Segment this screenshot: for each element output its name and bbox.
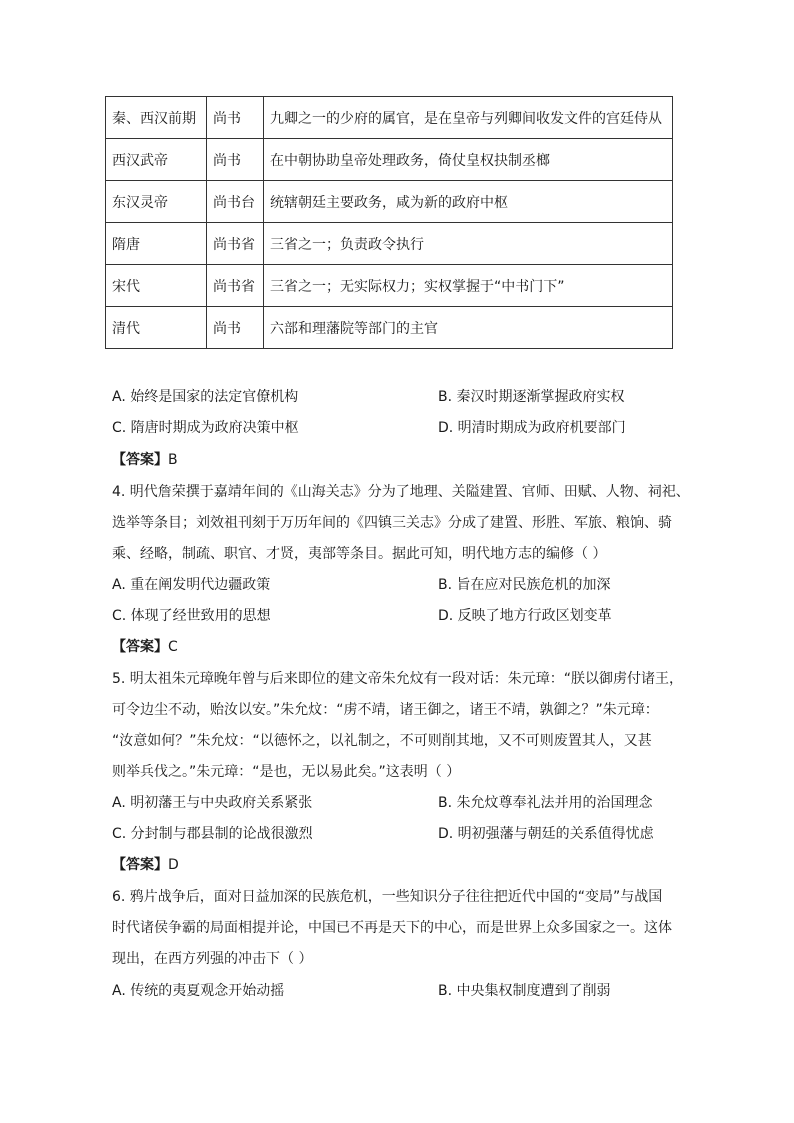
table-cell-office: 尚书台 [207,181,264,223]
q4-option-c: C. 体现了经世致用的思想 [112,608,271,624]
table-row [106,265,673,307]
q5-stem-line: 5. 明太祖朱元璋晚年曾与后来即位的建文帝朱允炆有一段对话：朱元璋：“朕以御虏付诸王， [112,671,684,687]
q4-answer [112,637,178,657]
q4-option-b: B. 旨在应对民族危机的加深 [438,577,611,593]
q6-stem-line: 6. 鸦片战争后，面对日益加深的民族危机，一些知识分子往往把近代中国的“变局”与战国 [112,889,663,905]
q5-option-d: D. 明初强藩与朝廷的关系值得忧虑 [438,826,654,842]
table-cell-role: 六部和理藩院等部门的主官 [264,307,673,349]
q4-option-a: A. 重在阐发明代边疆政策 [112,577,271,593]
table-cell-period: 东汉灵帝 [106,181,207,223]
table-cell-office: 尚书省 [207,223,264,265]
table-row [106,181,673,223]
q3-option-c: C. 隋唐时期成为政府决策中枢 [112,420,299,436]
q4-option-d: D. 反映了地方行政区划变革 [438,608,612,624]
table-cell-period: 西汉武帝 [106,139,207,181]
table-cell-period: 秦、西汉前期 [106,97,207,139]
history-table [105,96,673,349]
table-cell-office: 尚书省 [207,265,264,307]
answer-value: C [168,639,178,655]
table-cell-role: 统辖朝廷主要政务，咸为新的政府中枢 [264,181,673,223]
answer-value: D [168,857,179,873]
answer-tag: 【答案】 [112,452,168,468]
q3-option-a: A. 始终是国家的法定官僚机构 [112,389,299,405]
table-cell-role: 三省之一；无实际权力；实权掌握于“中书门下” [264,265,673,307]
q4-stem-line: 乘、经略，制疏、职官、才贤，夷部等条目。据此可知，明代地方志的编修（ ） [112,546,607,562]
answer-tag: 【答案】 [112,857,168,873]
q6-option-a: A. 传统的夷夏观念开始动摇 [112,983,285,999]
q6-stem-line: 现出，在西方列强的冲击下（ ） [112,951,313,967]
q5-option-b: B. 朱允炆尊奉礼法并用的治国理念 [438,795,653,811]
table-cell-office: 尚书 [207,97,264,139]
table-cell-role: 三省之一；负责政令执行 [264,223,673,265]
q5-stem-line: 可令边尘不动，贻汝以安。”朱允炆：“虏不靖，诸王御之，诸王不靖，孰御之？”朱元璋： [112,702,659,718]
table-cell-period: 隋唐 [106,223,207,265]
q5-stem-line: 则举兵伐之。”朱元璋：“是也，无以易此矣。”这表明（ ） [112,764,461,780]
table-row [106,223,673,265]
q3-option-b: B. 秦汉时期逐渐掌握政府实权 [438,389,625,405]
q5-answer [112,855,179,875]
q4-stem-line: 4. 明代詹荣撰于嘉靖年间的《山海关志》分为了地理、关隘建置、官师、田赋、人物、祠祀、 [112,484,690,500]
table-cell-role: 九卿之一的少府的属官，是在皇帝与列卿间收发文件的宫廷侍从 [264,97,673,139]
q5-stem-line: “汝意如何？”朱允炆：“以德怀之，以礼制之，不可则削其地，又不可则废置其人，又甚 [112,733,652,749]
table-row [106,307,673,349]
q3-answer [112,450,178,470]
table-cell-office: 尚书 [207,307,264,349]
table-cell-period: 宋代 [106,265,207,307]
table-row [106,139,673,181]
table-cell-office: 尚书 [207,139,264,181]
q5-option-a: A. 明初藩王与中央政府关系紧张 [112,795,313,811]
answer-tag: 【答案】 [112,639,168,655]
q5-option-c: C. 分封制与郡县制的论战很激烈 [112,826,313,842]
q6-stem-line: 时代诸侯争霸的局面相提并论，中国已不再是天下的中心，而是世界上众多国家之一。这体 [112,920,672,936]
q3-option-d: D. 明清时期成为政府机要部门 [438,420,626,436]
answer-value: B [168,452,178,468]
q4-stem-line: 选举等条目；刘效祖刊刻于万历年间的《四镇三关志》分成了建置、形胜、军旅、粮饷、骑 [112,515,672,531]
table-cell-role: 在中朝协助皇帝处理政务，倚仗皇权抉制丞榔 [264,139,673,181]
table-cell-period: 清代 [106,307,207,349]
q6-option-b: B. 中央集权制度遭到了削弱 [438,983,611,999]
table-row [106,97,673,139]
